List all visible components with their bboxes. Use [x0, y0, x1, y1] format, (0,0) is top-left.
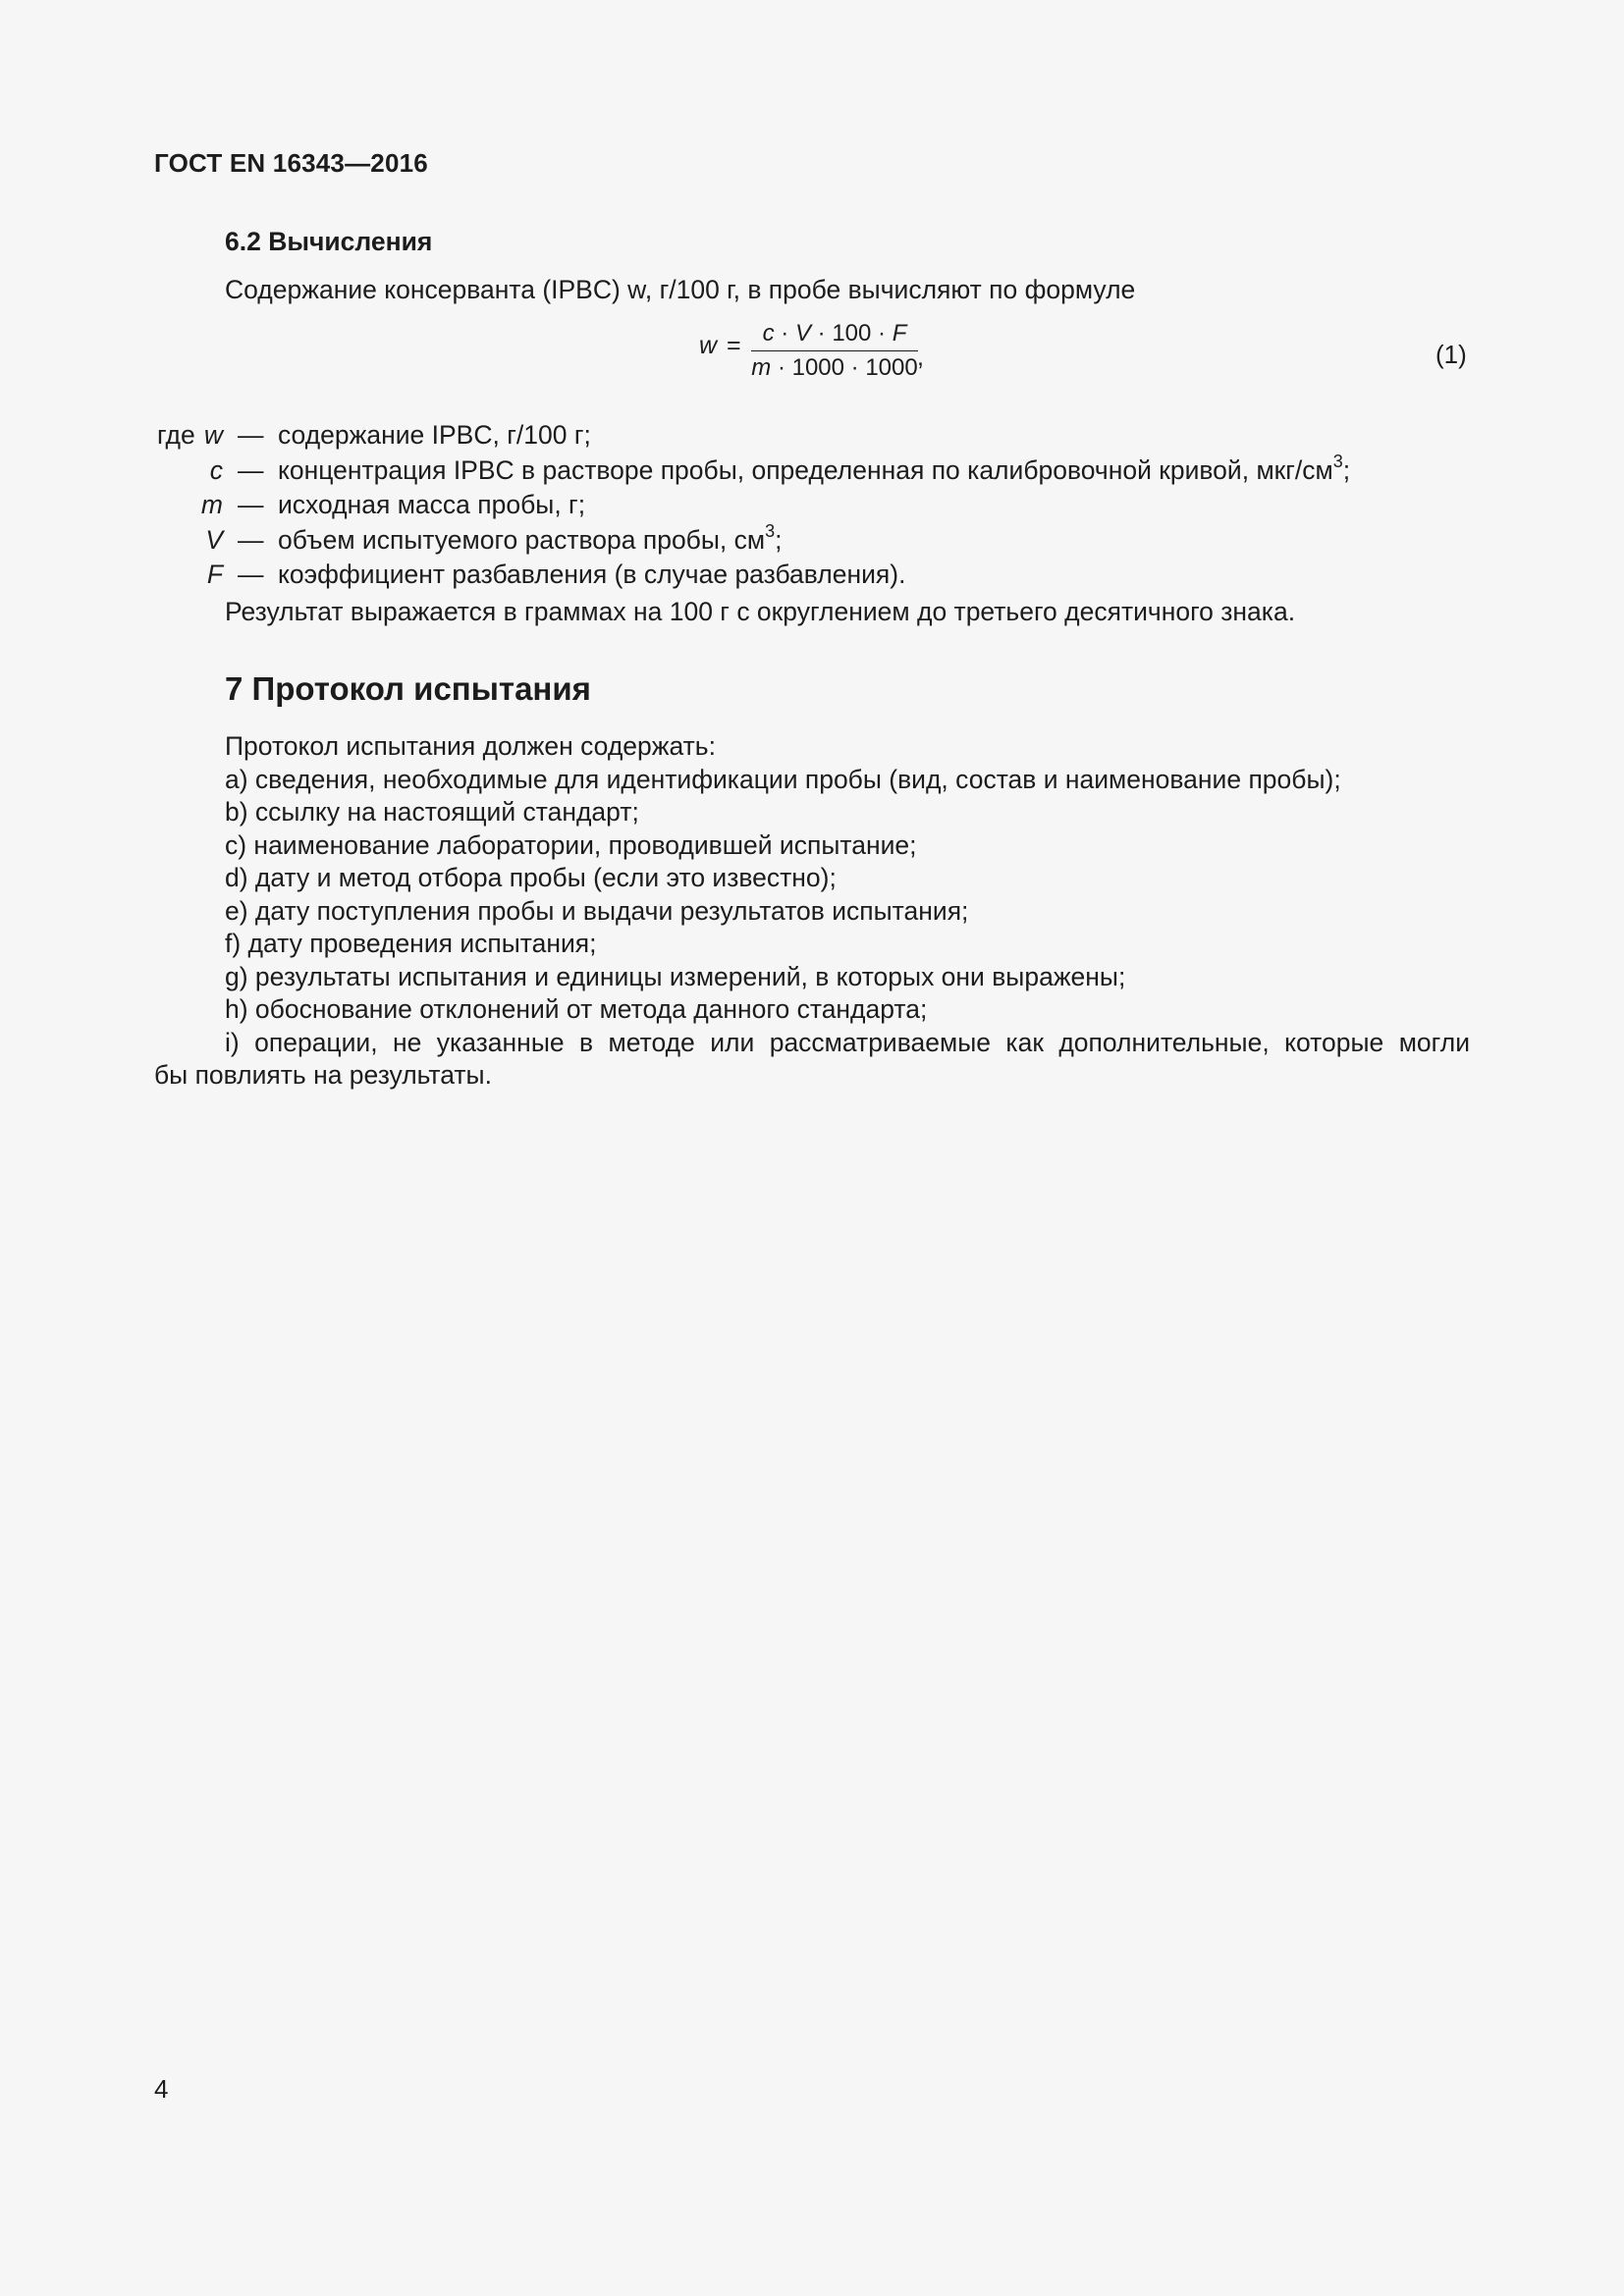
formula-lhs: w	[699, 332, 718, 359]
definition-text: коэффициент разбавления (в случае разбавления).	[278, 560, 906, 589]
definition-symbol: V	[205, 524, 223, 555]
definition-symbol: F	[206, 560, 223, 589]
list-item-last-line1: i) операции, не указанные в методе или рассматриваемые как дополнительные, которые могли	[225, 1027, 1470, 1057]
section-6-2-title: 6.2 Вычисления	[225, 227, 433, 256]
definition-dash: —	[238, 524, 264, 555]
definition-symbol: c	[209, 454, 223, 485]
formula-number: (1)	[1435, 340, 1467, 369]
protocol-intro: Протокол испытания должен содержать:	[225, 731, 716, 761]
definition-text: концентрация IPBC в растворе пробы, определенная по калибровочной кривой, мкг/$см^3$;	[278, 451, 1351, 485]
list-item: h) обоснование отклонений от метода данного стандарта;	[225, 994, 928, 1024]
fraction-bar	[751, 350, 918, 351]
list-item-last-line2: бы повлиять на результаты.	[154, 1060, 492, 1090]
definition-text: исходная масса пробы, г;	[278, 490, 586, 519]
section-7-title: 7 Протокол испытания	[225, 670, 591, 707]
formula-numerator: c · V · 100 · F	[762, 320, 907, 347]
definition-text: объем испытуемого раствора пробы, $см^3$;	[278, 520, 783, 555]
definition-text: содержание IPBC, г/100 г;	[278, 420, 591, 450]
definition-dash: —	[238, 454, 264, 485]
formula-equals: =	[727, 332, 741, 359]
formula-fraction	[751, 319, 918, 383]
formula-comma: ,	[917, 344, 924, 371]
definition-dash: —	[238, 420, 264, 450]
list-item: e) дату поступления пробы и выдачи результатов испытания;	[225, 895, 969, 926]
list-item: d) дату и метод отбора пробы (если это известно);	[225, 863, 837, 892]
definition-symbol: w	[203, 420, 223, 450]
list-item: c) наименование лаборатории, проводившей испытание;	[225, 829, 917, 860]
where-word: где	[157, 420, 195, 450]
section-6-2-intro: Содержание консерванта (IPBC) w, г/100 г, в пробе вычисляют по формуле	[225, 275, 1136, 304]
section-6-2-title-block	[154, 226, 1470, 259]
list-item: b) ссылку на настоящий стандарт;	[225, 797, 639, 827]
list-item: a) сведения, необходимые для идентификации пробы (вид, состав и наименование пробы);	[225, 764, 1341, 794]
protocol-list	[154, 730, 1470, 1093]
definition-dash: —	[238, 490, 264, 519]
list-item: f) дату проведения испытания;	[225, 929, 597, 958]
section-6-2-intro-block	[154, 274, 1470, 307]
document-header: ГОСТ EN 16343—2016	[154, 148, 428, 178]
result-statement: Результат выражается в граммах на 100 г с округлением до третьего десятичного знака.	[225, 597, 1296, 626]
page-number: 4	[154, 2074, 169, 2104]
list-item: g) результаты испытания и единицы измерений, в которых они выражены;	[225, 961, 1126, 991]
formula-denominator: m · 1000 · 1000	[751, 354, 918, 381]
definition-dash: —	[238, 560, 264, 589]
definition-symbol: m	[200, 490, 223, 519]
